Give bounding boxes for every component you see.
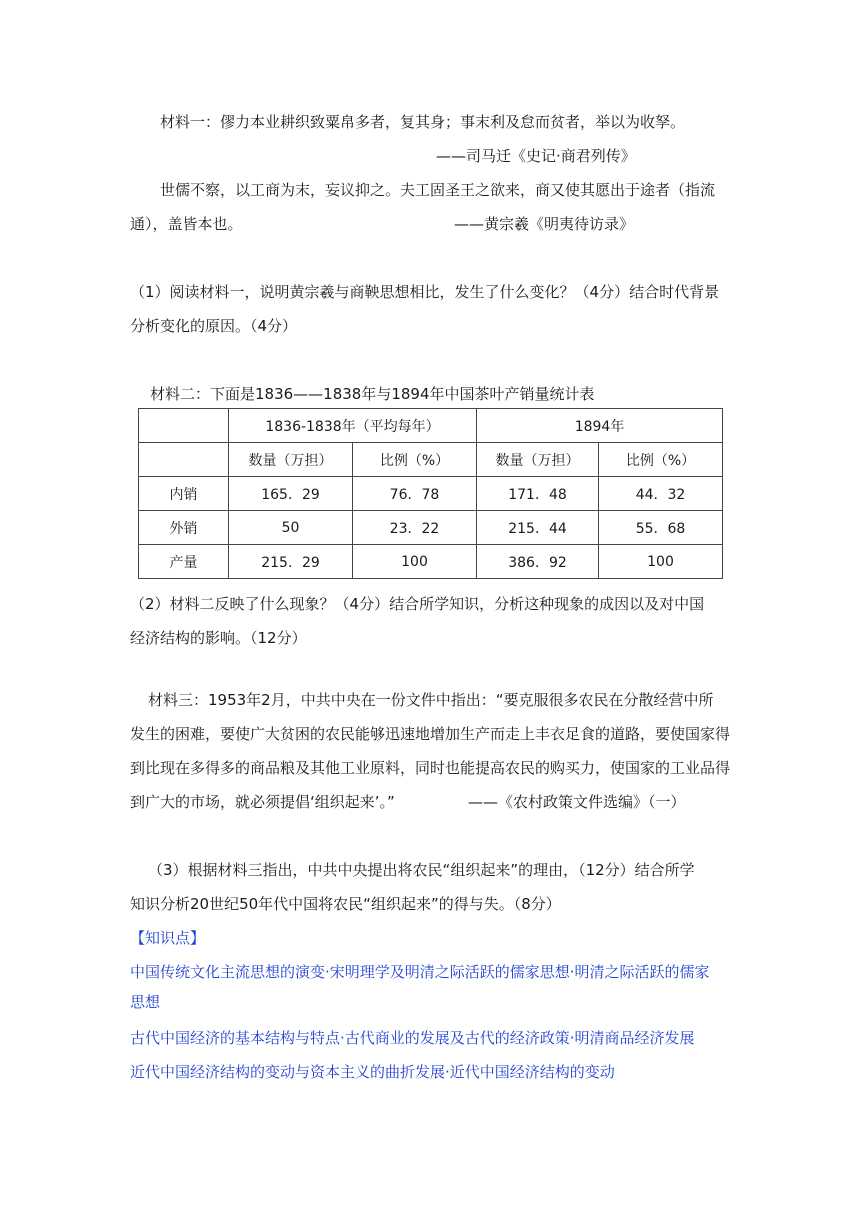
material3-line3: 到比现在多得多的商品粮及其他工业原料，同时也能提高农民的购买力，使国家的工业品得 [130,759,731,777]
table-header-row [139,409,723,443]
knowledge-link-2[interactable]: 古代中国经济的基本结构与特点·古代商业的发展及古代的经济政策·明清商品经济发展 [130,1029,695,1047]
table-row [139,511,723,545]
table-cell: 165．29 [229,477,353,511]
question3-line1: （3）根据材料三指出，中共中央提出将农民“组织起来”的理由，（12分）结合所学 [148,861,695,879]
table-cell: 23．22 [353,511,477,545]
tea-statistics-table [138,408,723,579]
period1-header: 1836-1838年（平均每年） [229,409,477,443]
table-row [139,477,723,511]
table-cell: 55．68 [599,511,723,545]
subheader-quantity-2: 数量（万担） [477,443,599,477]
material3-source: ——《农村政策文件选编》（一） [468,793,686,811]
knowledge-link-3[interactable]: 近代中国经济结构的变动与资本主义的曲折发展·近代中国经济结构的变动 [130,1063,615,1081]
table-cell: 76．78 [353,477,477,511]
knowledge-link-1-continued[interactable]: 思想 [130,993,161,1011]
knowledge-link-1[interactable]: 中国传统文化主流思想的演变·宋明理学及明清之际活跃的儒家思想·明清之际活跃的儒家 [130,963,710,981]
table-subheader-row [139,443,723,477]
table-cell: 50 [229,511,353,545]
material1-line3: 通），盖皆本也。 [130,215,243,233]
subheader-ratio-2: 比例（%） [599,443,723,477]
material2-caption: 材料二：下面是1836——1838年与1894年中国茶叶产销量统计表 [150,385,595,403]
row-label: 外销 [139,511,229,545]
subheader-ratio-1: 比例（%） [353,443,477,477]
question2-line2: 经济结构的影响。（12分） [130,629,307,647]
material1-source2: ——黄宗羲《明夷待访录》 [454,215,635,233]
table-cell: 44．32 [599,477,723,511]
question1-line2: 分析变化的原因。（4分） [130,317,298,335]
material1-source1: ——司马迁《史记·商君列传》 [436,147,636,165]
material3-line1: 材料三：1953年2月，中共中央在一份文件中指出：“要克服很多农民在分散经营中所 [148,691,714,709]
table-corner-cell [139,409,229,443]
table-cell: 100 [599,545,723,579]
table-cell: 386．92 [477,545,599,579]
question1-line1: （1）阅读材料一，说明黄宗羲与商鞅思想相比，发生了什么变化？（4分）结合时代背景 [130,283,720,301]
material3-line4: 到广大的市场，就必须提倡‘组织起来’。” [130,793,395,811]
material3-line2: 发生的困难，要使广大贫困的农民能够迅速地增加生产而走上丰衣足食的道路，要使国家得 [130,725,731,743]
period2-header: 1894年 [477,409,723,443]
subheader-quantity-1: 数量（万担） [229,443,353,477]
material1-line2: 世儒不察，以工商为末，妄议抑之。夫工固圣王之欲来，商又使其愿出于途者（指流 [160,181,716,199]
row-label: 产量 [139,545,229,579]
table-cell: 215．44 [477,511,599,545]
question2-line1: （2）材料二反映了什么现象？（4分）结合所学知识，分析这种现象的成因以及对中国 [130,595,705,613]
table-row [139,545,723,579]
knowledge-heading: 【知识点】 [130,929,206,947]
table-subheader-empty [139,443,229,477]
material1-line1: 材料一：僇力本业耕织致粟帛多者，复其身；事末利及怠而贫者，举以为收孥。 [160,113,686,131]
row-label: 内销 [139,477,229,511]
table-cell: 100 [353,545,477,579]
table-cell: 215．29 [229,545,353,579]
table-cell: 171．48 [477,477,599,511]
question3-line2: 知识分析20世纪50年代中国将农民“组织起来”的得与失。（8分） [130,895,561,913]
